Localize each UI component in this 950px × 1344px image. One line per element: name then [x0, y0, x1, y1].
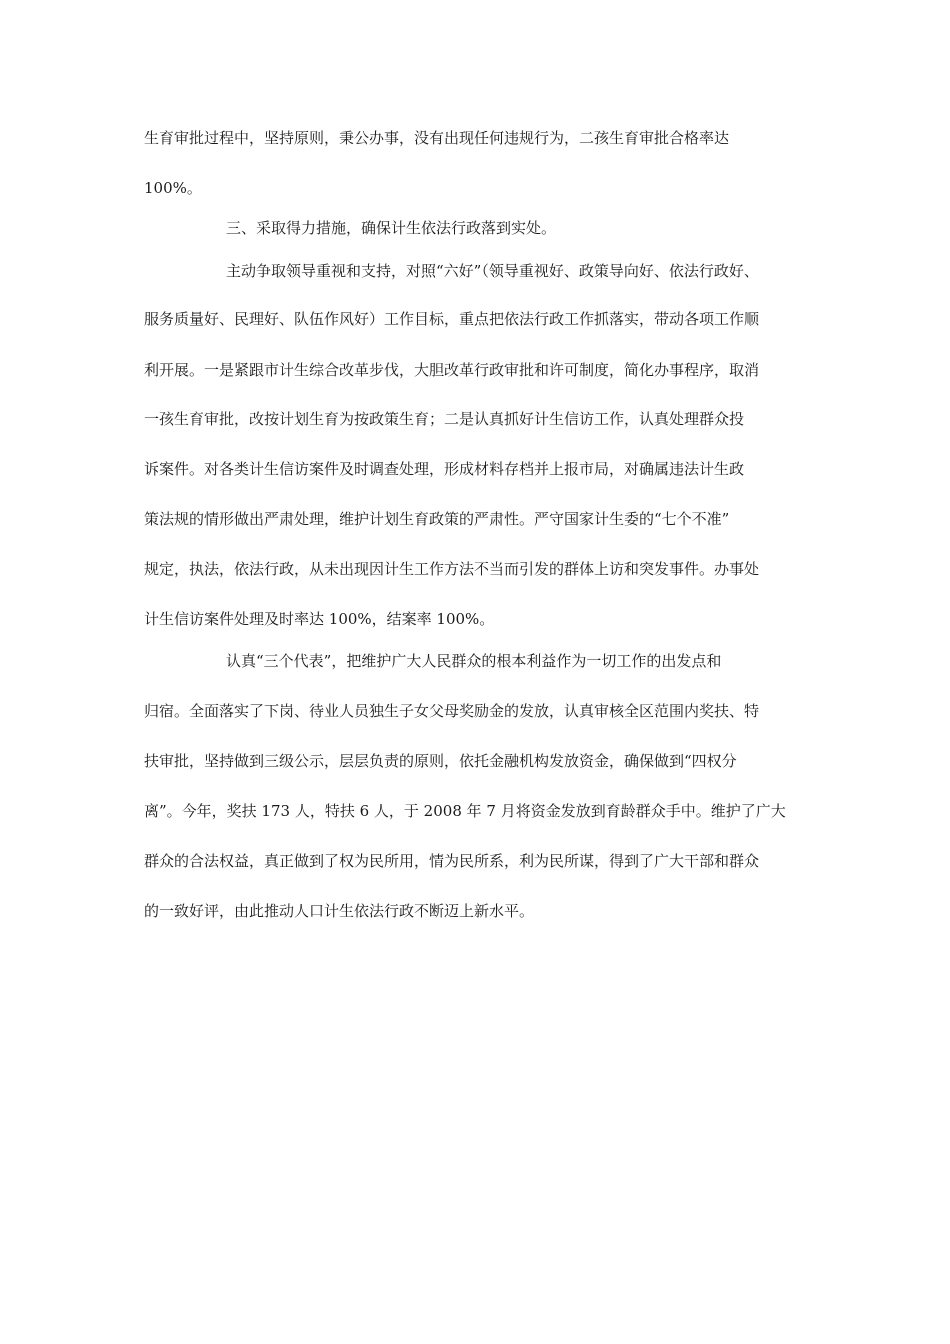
text-line: 群众的合法权益，真正做到了权为民所用，情为民所系，利为民所谋，得到了广大干部和群众 — [144, 852, 760, 870]
text-line: 100%。 — [144, 179, 202, 197]
section-heading: 三、采取得力措施，确保计生依法行政落到实处。 — [226, 219, 557, 237]
text-line: 诉案件。对各类计生信访案件及时调查处理，形成材料存档并上报市局，对确属违法计生政 — [144, 460, 745, 478]
text-line: 认真“三个代表”，把维护广大人民群众的根本利益作为一切工作的出发点和 — [226, 652, 722, 670]
text-line: 利开展。一是紧跟市计生综合改革步伐，大胆改革行政审批和许可制度，简化办事程序，取消 — [144, 361, 760, 379]
text-line: 计生信访案件处理及时率达 100%，结案率 100%。 — [144, 610, 495, 628]
text-line: 一孩生育审批，改按计划生育为按政策生育；二是认真抓好计生信访工作，认真处理群众投 — [144, 410, 745, 428]
text-line: 生育审批过程中，坚持原则，秉公办事，没有出现任何违规行为，二孩生育审批合格率达 — [144, 129, 730, 147]
text-line: 服务质量好、民理好、队伍作风好）工作目标，重点把依法行政工作抓落实，带动各项工作顺 — [144, 310, 760, 328]
text-line: 的一致好评，由此推动人口计生依法行政不断迈上新水平。 — [144, 902, 535, 920]
text-line: 规定，执法，依法行政，从未出现因计生工作方法不当而引发的群体上访和突发事件。办事处 — [144, 560, 760, 578]
text-line: 归宿。全面落实了下岗、待业人员独生子女父母奖励金的发放，认真审核全区范围内奖扶、特 — [144, 702, 760, 720]
text-line: 策法规的情形做出严肃处理，维护计划生育政策的严肃性。严守国家计生委的“七个不准” — [144, 510, 730, 528]
text-line: 扶审批，坚持做到三级公示，层层负责的原则，依托金融机构发放资金，确保做到“四权分 — [144, 752, 737, 770]
text-line: 主动争取领导重视和支持，对照“六好”（领导重视好、政策导向好、依法行政好、 — [226, 262, 759, 280]
text-line: 离”。今年，奖扶 173 人，特扶 6 人，于 2008 年 7 月将资金发放到育龄群众手中。维护了广大 — [144, 802, 786, 820]
